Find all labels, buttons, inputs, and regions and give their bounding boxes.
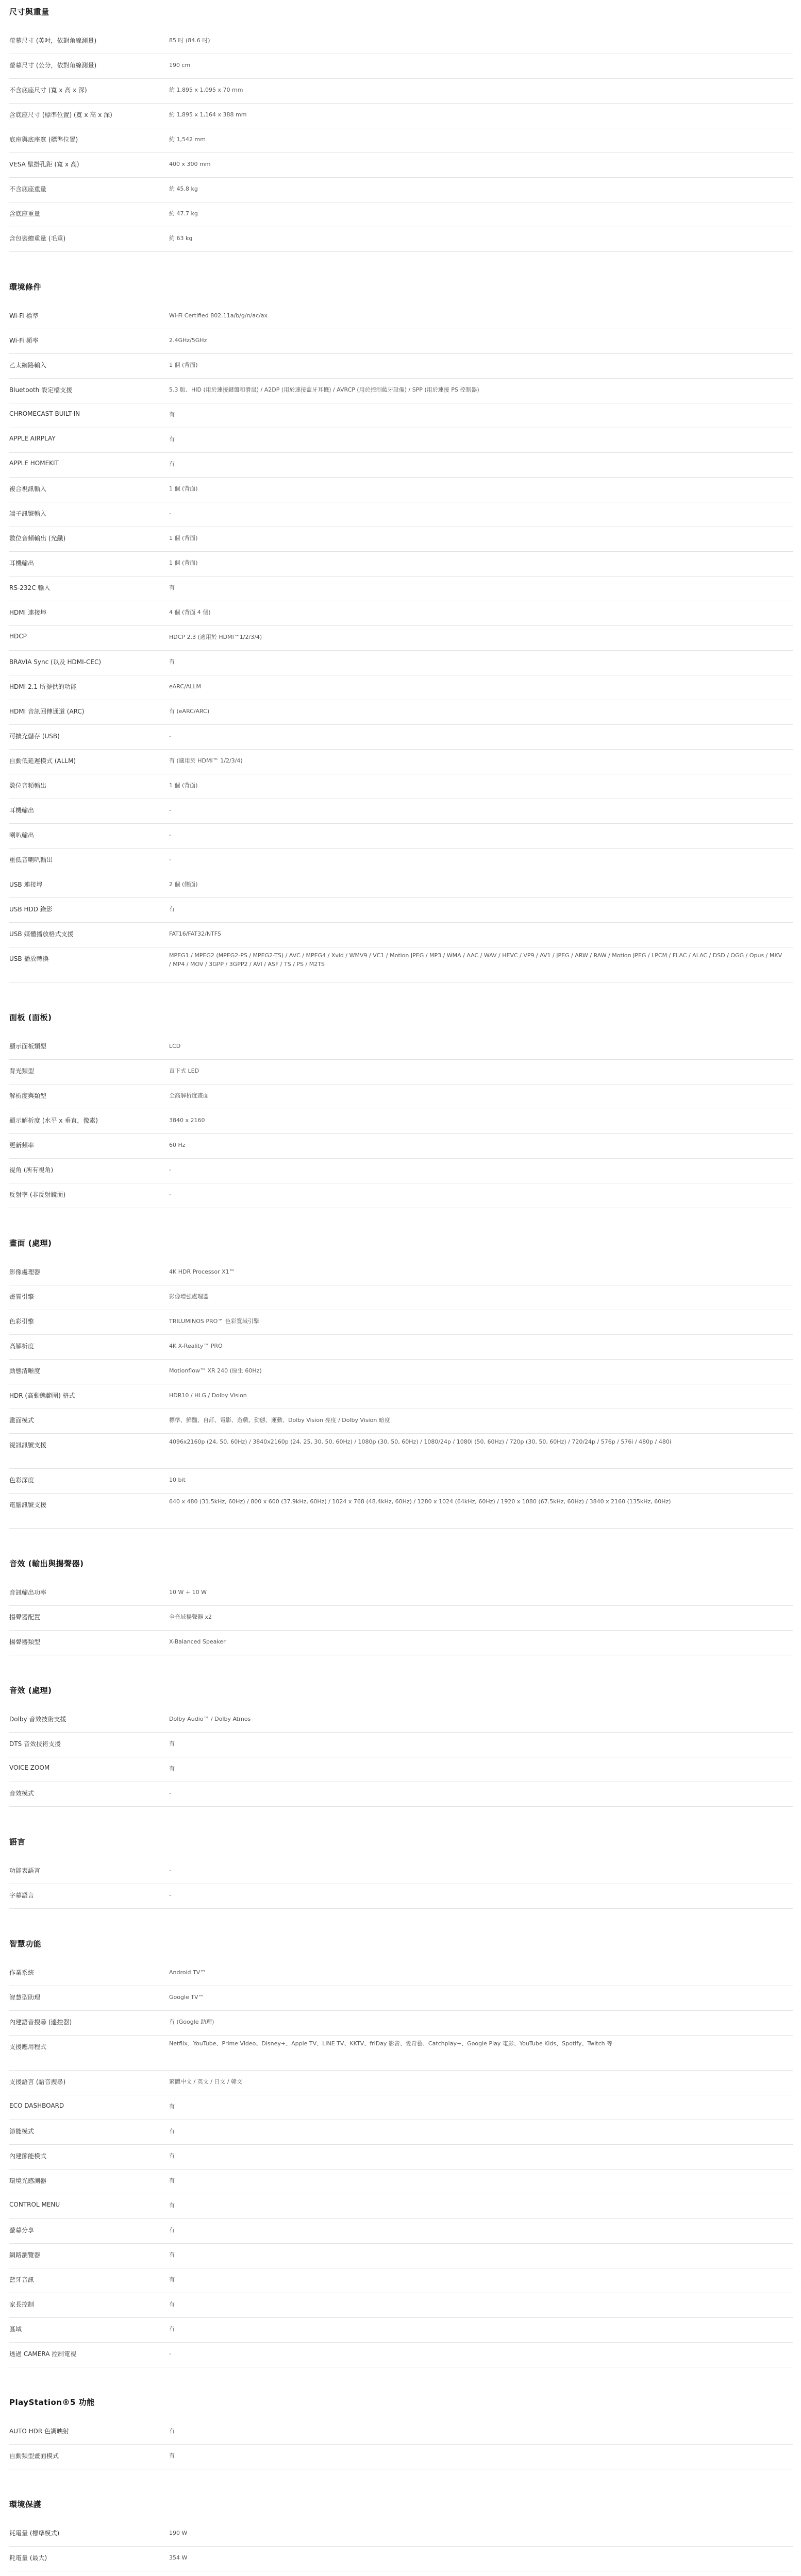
spec-value: 有 bbox=[169, 2251, 175, 2258]
spec-value: 4K HDR Processor X1™ bbox=[169, 1268, 235, 1275]
spec-label: 透過 CAMERA 控制電視 bbox=[9, 2350, 77, 2358]
section-title: 環境保護 bbox=[9, 2500, 42, 2509]
spec-value: 354 W bbox=[169, 2554, 188, 2561]
spec-value: 有 bbox=[169, 436, 175, 443]
spec-row bbox=[9, 2243, 793, 2268]
spec-value: - bbox=[169, 832, 171, 838]
spec-label: 端子訊號輸入 bbox=[9, 510, 47, 517]
spec-row bbox=[9, 502, 793, 527]
spec-row bbox=[9, 78, 793, 104]
spec-label: USB HDD 錄影 bbox=[9, 906, 53, 913]
spec-label: 支援應用程式 bbox=[9, 2043, 47, 2050]
spec-value: 3840 x 2160 bbox=[169, 1117, 205, 1124]
spec-rows bbox=[0, 1260, 801, 1528]
spec-value: 4096x2160p (24, 50, 60Hz) / 3840x2160p (24, 25, 30, 50, 60Hz) / 1080p (30, 50, 60Hz) / 1080/24p / 1080i (50, 60Hz) / 720p (30, 50, 60Hz) / 720/24p / 576p / 576i / 480p / 480i bbox=[169, 1438, 671, 1445]
spec-label: CONTROL MENU bbox=[9, 2201, 60, 2208]
spec-row bbox=[9, 774, 793, 799]
spec-label: APPLE HOMEKIT bbox=[9, 460, 59, 467]
spec-value: 1 個 (背面) bbox=[169, 782, 198, 789]
section-title: 語言 bbox=[9, 1837, 26, 1846]
spec-row bbox=[9, 799, 793, 824]
spec-label: 畫面模式 bbox=[9, 1417, 35, 1424]
spec-value: - bbox=[169, 510, 171, 517]
spec-row bbox=[9, 1630, 793, 1655]
spec-label: 耳機輸出 bbox=[9, 807, 35, 814]
spec-label: 耗電量 (最大) bbox=[9, 2554, 47, 2562]
spec-row bbox=[9, 1433, 793, 1469]
spec-value: 約 1,895 x 1,164 x 388 mm bbox=[169, 111, 247, 118]
spec-value: 有 bbox=[169, 658, 175, 665]
spec-label: AUTO HDR 色調映射 bbox=[9, 2428, 69, 2435]
spec-rows bbox=[0, 304, 801, 982]
spec-value: HDCP 2.3 (適用於 HDMI™1/2/3/4) bbox=[169, 634, 262, 640]
spec-value: 5.3 版、HID (用於連接鍵盤和滑鼠) / A2DP (用於連接藍牙耳機) / AVRCP (用於控制藍牙設備) / SPP (用於連接 PS 控制器) bbox=[169, 386, 479, 393]
spec-label: 背光類型 bbox=[9, 1067, 35, 1075]
spec-row bbox=[9, 2144, 793, 2170]
spec-value: 有 bbox=[169, 2177, 175, 2184]
spec-section bbox=[0, 1685, 801, 1806]
spec-value: 60 Hz bbox=[169, 1142, 186, 1148]
spec-value: - bbox=[169, 733, 171, 739]
spec-row bbox=[9, 452, 793, 478]
spec-row bbox=[9, 2521, 793, 2547]
spec-section bbox=[0, 1012, 801, 1208]
spec-row bbox=[9, 2070, 793, 2095]
spec-label: 家長控制 bbox=[9, 2301, 35, 2308]
spec-label: USB 媒體播放格式支援 bbox=[9, 930, 74, 938]
spec-value: 190 cm bbox=[169, 62, 191, 69]
spec-value: 有 bbox=[169, 2103, 175, 2110]
spec-value: Google TV™ bbox=[169, 1994, 204, 2001]
spec-row bbox=[9, 2218, 793, 2244]
spec-row bbox=[9, 823, 793, 849]
spec-value: 有 bbox=[169, 2326, 175, 2332]
spec-label: HDCP bbox=[9, 633, 27, 640]
spec-row bbox=[9, 1884, 793, 1909]
spec-label: 螢幕分享 bbox=[9, 2227, 35, 2234]
spec-label: 環境光感測器 bbox=[9, 2177, 47, 2184]
spec-label: RS-232C 輸入 bbox=[9, 584, 51, 591]
spec-rows bbox=[0, 1859, 801, 1908]
spec-value: - bbox=[169, 1892, 171, 1899]
spec-row bbox=[9, 922, 793, 947]
spec-value: - bbox=[169, 856, 171, 863]
spec-value: 有 bbox=[169, 2227, 175, 2233]
spec-label: 智慧型助理 bbox=[9, 1994, 41, 2001]
spec-row bbox=[9, 2317, 793, 2343]
spec-row bbox=[9, 1260, 793, 1285]
spec-row bbox=[9, 403, 793, 428]
spec-value: 有 bbox=[169, 461, 175, 467]
spec-label: USB 播放轉換 bbox=[9, 955, 49, 962]
spec-value: - bbox=[169, 1867, 171, 1874]
spec-value: 有 bbox=[169, 906, 175, 912]
spec-row bbox=[9, 873, 793, 898]
spec-value: 約 45.8 kg bbox=[169, 185, 198, 192]
spec-row bbox=[9, 177, 793, 202]
spec-label: 揚聲器類型 bbox=[9, 1638, 41, 1646]
spec-value: eARC/ALLM bbox=[169, 683, 202, 690]
spec-value: 2 個 (側面) bbox=[169, 881, 198, 888]
spec-label: USB 連接埠 bbox=[9, 881, 43, 888]
spec-value: 4K X-Reality™ PRO bbox=[169, 1343, 223, 1349]
spec-label: 網路瀏覽器 bbox=[9, 2251, 41, 2259]
spec-row bbox=[9, 1782, 793, 1807]
spec-row bbox=[9, 2419, 793, 2445]
spec-label: 自動類型畫面模式 bbox=[9, 2452, 59, 2460]
spec-row bbox=[9, 2342, 793, 2367]
spec-label: 功能表語言 bbox=[9, 1867, 41, 1874]
spec-row bbox=[9, 1493, 793, 1529]
spec-value: Dolby Audio™ / Dolby Atmos bbox=[169, 1716, 251, 1722]
section-title: 環境條件 bbox=[9, 282, 42, 292]
spec-row bbox=[9, 1334, 793, 1360]
spec-row bbox=[9, 329, 793, 354]
spec-row bbox=[9, 2444, 793, 2469]
spec-label: 螢幕尺寸 (英吋，依對角線測量) bbox=[9, 37, 97, 44]
spec-label: 字幕語言 bbox=[9, 1892, 35, 1899]
spec-row bbox=[9, 1158, 793, 1183]
spec-rows bbox=[0, 1961, 801, 2367]
spec-row bbox=[9, 2010, 793, 2036]
spec-label: 內建語音搜尋 (遙控器) bbox=[9, 2019, 72, 2026]
spec-value: 有 bbox=[169, 2153, 175, 2159]
spec-row bbox=[9, 103, 793, 128]
spec-label: HDR (高動態範圍) 格式 bbox=[9, 1392, 75, 1399]
spec-label: 螢幕尺寸 (公分，依對角線測量) bbox=[9, 62, 97, 69]
spec-label: 數位音頻輸出 (光纖) bbox=[9, 535, 66, 542]
spec-label: 色彩引擎 bbox=[9, 1318, 35, 1325]
spec-label: 顯示解析度 (水平 x 垂直，像素) bbox=[9, 1117, 98, 1124]
spec-label: Bluetooth 設定檔支援 bbox=[9, 386, 73, 394]
spec-row bbox=[9, 675, 793, 700]
spec-section bbox=[0, 6, 801, 251]
spec-label: 不含底座尺寸 (寬 x 高 x 深) bbox=[9, 87, 87, 94]
spec-value: 10 W + 10 W bbox=[169, 1589, 207, 1596]
spec-value: 有 bbox=[169, 1765, 175, 1772]
spec-value: Android TV™ bbox=[169, 1969, 206, 1976]
spec-value: 有 bbox=[169, 2452, 175, 2459]
spec-row bbox=[9, 128, 793, 153]
spec-row bbox=[9, 1961, 793, 1986]
spec-row bbox=[9, 947, 793, 982]
spec-row bbox=[9, 724, 793, 750]
spec-rows bbox=[0, 2521, 801, 2576]
spec-label: 可擴充儲存 (USB) bbox=[9, 733, 60, 740]
spec-row bbox=[9, 1133, 793, 1159]
spec-value: 影像增強處理器 bbox=[169, 1293, 209, 1300]
spec-label: 反射率 (非反射鏡面) bbox=[9, 1191, 66, 1198]
spec-value: LCD bbox=[169, 1043, 181, 1049]
spec-row bbox=[9, 2194, 793, 2219]
spec-row bbox=[9, 576, 793, 601]
spec-value: 全音域揚聲器 x2 bbox=[169, 1614, 212, 1620]
spec-label: BRAVIA Sync (以及 HDMI-CEC) bbox=[9, 658, 102, 666]
spec-rows bbox=[0, 2419, 801, 2469]
spec-label: 耗電量 (標準模式) bbox=[9, 2530, 60, 2537]
spec-row bbox=[9, 1285, 793, 1310]
spec-value: 有 bbox=[169, 411, 175, 418]
spec-row bbox=[9, 54, 793, 79]
spec-label: ECO DASHBOARD bbox=[9, 2102, 64, 2109]
section-title: 音效 (處理) bbox=[9, 1686, 52, 1695]
spec-label: 音訊輸出功率 bbox=[9, 1589, 47, 1596]
spec-row bbox=[9, 202, 793, 227]
spec-row bbox=[9, 848, 793, 873]
section-title: PlayStation®5 功能 bbox=[9, 2398, 95, 2407]
section-title: 面板 (面板) bbox=[9, 1013, 52, 1022]
section-title: 智慧功能 bbox=[9, 1939, 42, 1948]
spec-value: 有 bbox=[169, 1740, 175, 1747]
spec-row bbox=[9, 1059, 793, 1084]
spec-row bbox=[9, 1581, 793, 1606]
spec-label: 解析度與類型 bbox=[9, 1092, 47, 1099]
spec-label: 乙太網路輸入 bbox=[9, 362, 47, 369]
spec-label: 動態清晰度 bbox=[9, 1367, 41, 1375]
spec-value: TRILUMINOS PRO™ 色彩寬域引擎 bbox=[169, 1318, 259, 1325]
spec-value: 全高解析度畫面 bbox=[169, 1092, 209, 1099]
spec-label: VOICE ZOOM bbox=[9, 1764, 50, 1771]
spec-row bbox=[9, 625, 793, 651]
spec-row bbox=[9, 1757, 793, 1782]
spec-value: Wi-Fi Certified 802.11a/b/g/n/ac/ax bbox=[169, 312, 268, 319]
spec-label: Dolby 音效技術支援 bbox=[9, 1716, 66, 1723]
spec-value: 有 (適用於 HDMI™ 1/2/3/4) bbox=[169, 757, 243, 764]
spec-label: 畫質引擎 bbox=[9, 1293, 35, 1300]
spec-row bbox=[9, 1986, 793, 2011]
spec-value: 約 47.7 kg bbox=[169, 210, 198, 217]
spec-rows bbox=[0, 1707, 801, 1806]
spec-label: HDMI 音訊回傳通道 (ARC) bbox=[9, 708, 85, 715]
spec-label: 喇叭輸出 bbox=[9, 832, 35, 839]
spec-label: 作業系統 bbox=[9, 1969, 35, 1976]
spec-label: 節能模式 bbox=[9, 2128, 35, 2135]
spec-row bbox=[9, 551, 793, 577]
spec-row bbox=[9, 2169, 793, 2194]
spec-value: 有 (Google 助理) bbox=[169, 2019, 214, 2025]
spec-value: 1 個 (背面) bbox=[169, 362, 198, 368]
spec-label: 重低音喇叭輸出 bbox=[9, 856, 53, 863]
spec-section bbox=[0, 2499, 801, 2576]
spec-row bbox=[9, 1084, 793, 1109]
spec-value: MPEG1 / MPEG2 (MPEG2-PS / MPEG2-TS) / AVC / MPEG4 / Xvid / WMV9 / VC1 / Motion JPEG / MP3 / WMA / AAC / WAV / HEVC / VP9 / AV1 / JPEG / ARW / RAW / Motion JPEG / LPCM / FLAC / ALAC / DSD / OGG / Opus / MKV / MP4 / MOV / 3GPP / 3GPP2 / AVI / ASF / TS / PS / M2TS bbox=[169, 952, 782, 968]
spec-label: HDMI 2.1 所提供的功能 bbox=[9, 683, 77, 690]
spec-label: 視角 (所有視角) bbox=[9, 1166, 54, 1174]
spec-label: 含包裝總重量 (毛重) bbox=[9, 235, 66, 242]
spec-value: - bbox=[169, 1166, 171, 1173]
spec-section bbox=[0, 281, 801, 982]
spec-row bbox=[9, 353, 793, 379]
spec-rows bbox=[0, 1035, 801, 1208]
spec-value: 直下式 LED bbox=[169, 1067, 199, 1074]
spec-row bbox=[9, 2546, 793, 2571]
spec-label: 含底座尺寸 (標準位置) (寬 x 高 x 深) bbox=[9, 111, 112, 118]
spec-section bbox=[0, 1938, 801, 2367]
spec-label: 更新頻率 bbox=[9, 1142, 35, 1149]
spec-value: 約 63 kg bbox=[169, 235, 193, 242]
spec-label: 複合視訊輸入 bbox=[9, 485, 47, 493]
spec-row bbox=[9, 1409, 793, 1434]
spec-value: HDR10 / HLG / Dolby Vision bbox=[169, 1392, 247, 1399]
spec-row bbox=[9, 227, 793, 252]
spec-row bbox=[9, 2571, 793, 2576]
spec-row bbox=[9, 700, 793, 725]
spec-value: 約 1,895 x 1,095 x 70 mm bbox=[169, 87, 243, 93]
spec-value: 有 bbox=[169, 2128, 175, 2134]
spec-value: 1 個 (背面) bbox=[169, 560, 198, 566]
spec-value: 400 x 300 mm bbox=[169, 161, 211, 167]
spec-label: 數位音頻輸出 bbox=[9, 782, 47, 789]
spec-value: 有 (eARC/ARC) bbox=[169, 708, 210, 715]
spec-section bbox=[0, 2397, 801, 2469]
spec-value: - bbox=[169, 1790, 171, 1797]
spec-section bbox=[0, 1558, 801, 1655]
spec-section bbox=[0, 1836, 801, 1908]
spec-value: 有 bbox=[169, 2202, 175, 2209]
spec-label: 藍牙音訊 bbox=[9, 2276, 35, 2283]
spec-label: 不含底座重量 bbox=[9, 185, 47, 193]
spec-value: 1 個 (背面) bbox=[169, 535, 198, 541]
spec-row bbox=[9, 1384, 793, 1409]
spec-row bbox=[9, 477, 793, 502]
spec-row bbox=[9, 1109, 793, 1134]
section-title: 畫面 (處理) bbox=[9, 1239, 52, 1248]
spec-row bbox=[9, 304, 793, 329]
spec-label: VESA 壁掛孔距 (寬 x 高) bbox=[9, 161, 79, 168]
spec-row bbox=[9, 2293, 793, 2318]
spec-value: Motionflow™ XR 240 (原生 60Hz) bbox=[169, 1367, 262, 1374]
spec-value: 有 bbox=[169, 2276, 175, 2283]
spec-label: 支援語言 (語音搜尋) bbox=[9, 2078, 66, 2086]
spec-value: 有 bbox=[169, 584, 175, 591]
spec-label: Wi-Fi 頻率 bbox=[9, 337, 39, 344]
spec-row bbox=[9, 2095, 793, 2120]
spec-label: APPLE AIRPLAY bbox=[9, 435, 56, 442]
spec-label: DTS 音效技術支援 bbox=[9, 1740, 61, 1748]
spec-label: CHROMECAST BUILT-IN bbox=[9, 410, 80, 417]
spec-value: 繁體中文 / 英文 / 日文 / 韓文 bbox=[169, 2078, 243, 2085]
spec-value: 2.4GHz/5GHz bbox=[169, 337, 207, 344]
spec-row bbox=[9, 601, 793, 626]
spec-row bbox=[9, 749, 793, 774]
spec-row bbox=[9, 1732, 793, 1757]
spec-label: 含底座重量 bbox=[9, 210, 41, 217]
spec-row bbox=[9, 1707, 793, 1733]
spec-row bbox=[9, 2120, 793, 2145]
spec-label: 揚聲器配置 bbox=[9, 1614, 41, 1621]
spec-row bbox=[9, 650, 793, 675]
section-title: 尺寸與重量 bbox=[9, 7, 49, 16]
spec-row bbox=[9, 2268, 793, 2293]
spec-label: 視訊訊號支援 bbox=[9, 1442, 47, 1449]
spec-row bbox=[9, 1310, 793, 1335]
spec-row bbox=[9, 428, 793, 453]
section-title: 音效 (輸出與揚聲器) bbox=[9, 1559, 84, 1568]
spec-row bbox=[9, 29, 793, 54]
spec-value: 有 bbox=[169, 2428, 175, 2434]
spec-value: 190 W bbox=[169, 2530, 188, 2536]
spec-value: - bbox=[169, 2350, 171, 2357]
spec-value: 4 個 (背面 4 個) bbox=[169, 609, 211, 616]
spec-value: 85 吋 (84.6 吋) bbox=[169, 37, 210, 44]
spec-value: FAT16/FAT32/NTFS bbox=[169, 930, 221, 937]
spec-value: 640 x 480 (31.5kHz, 60Hz) / 800 x 600 (37.9kHz, 60Hz) / 1024 x 768 (48.4kHz, 60Hz) / 1280 x 1024 (64kHz, 60Hz) / 1920 x 1080 (67.5kHz, 60Hz) / 3840 x 2160 (135kHz, 60Hz) bbox=[169, 1498, 671, 1505]
spec-row bbox=[9, 1468, 793, 1494]
spec-value: Netflix、YouTube、Prime Video、Disney+、Apple TV、LINE TV、KKTV、friDay 影音、愛奇藝、Catchplay+、Google Play 電影、YouTube Kids、Spotify、Twitch 等 bbox=[169, 2040, 613, 2047]
spec-row bbox=[9, 2035, 793, 2071]
spec-value: 有 bbox=[169, 2301, 175, 2308]
spec-value: - bbox=[169, 807, 171, 814]
spec-value: 約 1,542 mm bbox=[169, 136, 206, 143]
spec-label: 耳機輸出 bbox=[9, 560, 35, 567]
spec-row bbox=[9, 1183, 793, 1208]
spec-label: 自動低延遲模式 (ALLM) bbox=[9, 757, 76, 765]
spec-rows bbox=[0, 1581, 801, 1655]
spec-label: 高解析度 bbox=[9, 1343, 35, 1350]
spec-label: Wi-Fi 標準 bbox=[9, 312, 39, 319]
spec-label: 顯示面板類型 bbox=[9, 1043, 47, 1050]
spec-row bbox=[9, 1359, 793, 1384]
spec-row bbox=[9, 1605, 793, 1631]
spec-value: X-Balanced Speaker bbox=[169, 1638, 226, 1645]
spec-row bbox=[9, 152, 793, 178]
spec-label: HDMI 連接埠 bbox=[9, 609, 46, 616]
spec-label: 電腦訊號支援 bbox=[9, 1501, 47, 1509]
spec-label: 區域 bbox=[9, 2326, 22, 2333]
spec-label: 色彩深度 bbox=[9, 1477, 35, 1484]
spec-value: 10 bit bbox=[169, 1477, 186, 1483]
spec-row bbox=[9, 897, 793, 923]
spec-label: 內建節能模式 bbox=[9, 2153, 47, 2160]
spec-label: 底座與底座寬 (標準位置) bbox=[9, 136, 78, 143]
spec-value: 1 個 (背面) bbox=[169, 485, 198, 492]
spec-rows bbox=[0, 29, 801, 251]
spec-label: 音效模式 bbox=[9, 1790, 35, 1797]
spec-row bbox=[9, 1035, 793, 1060]
spec-row bbox=[9, 527, 793, 552]
spec-value: - bbox=[169, 1191, 171, 1198]
spec-row bbox=[9, 1859, 793, 1884]
spec-row bbox=[9, 378, 793, 403]
spec-section bbox=[0, 1238, 801, 1528]
spec-label: 影像處理器 bbox=[9, 1268, 41, 1276]
spec-value: 標準、鮮豔、自訂、電影、遊戲、動態、運動、Dolby Vision 亮度 / Dolby Vision 暗度 bbox=[169, 1417, 390, 1423]
